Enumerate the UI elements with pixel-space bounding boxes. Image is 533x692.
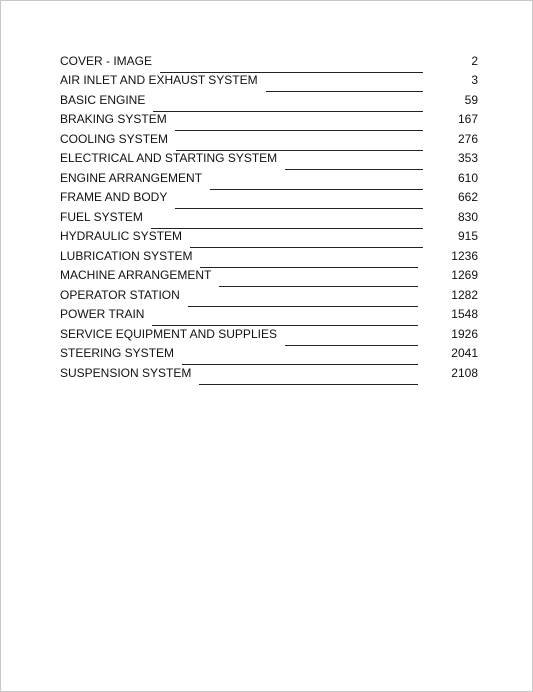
toc-leader-line: [285, 169, 423, 170]
toc-entry[interactable]: [60, 68, 478, 88]
toc-entry[interactable]: [60, 48, 478, 68]
toc-entry-page-number[interactable]: 1236: [451, 248, 478, 263]
toc-leader-line: [175, 130, 423, 131]
toc-entry-page-number[interactable]: 1282: [451, 287, 478, 302]
toc-leader-line: [182, 364, 418, 365]
toc-entry-title[interactable]: SERVICE EQUIPMENT AND SUPPLIES: [60, 326, 277, 341]
toc-leader-line: [200, 267, 418, 268]
toc-leader-line: [285, 345, 418, 346]
toc-entry-page-number[interactable]: 167: [457, 112, 478, 126]
toc-leader-line: [160, 72, 423, 73]
toc-entry-title[interactable]: STEERING SYSTEM: [60, 346, 175, 360]
toc-leader-line: [176, 150, 423, 151]
toc-leader-line: [152, 325, 418, 326]
toc-entry[interactable]: [60, 302, 478, 322]
toc-entry[interactable]: [60, 107, 478, 127]
toc-entry[interactable]: [60, 360, 478, 380]
toc-entry[interactable]: [60, 243, 478, 263]
toc-entry-title[interactable]: ELECTRICAL AND STARTING SYSTEM: [60, 151, 278, 165]
toc-entry-title[interactable]: POWER TRAIN: [60, 307, 145, 321]
toc-entry[interactable]: [60, 204, 478, 224]
toc-entry[interactable]: [60, 87, 478, 107]
toc-entry-title[interactable]: COVER - IMAGE: [60, 53, 153, 68]
toc-leader-line: [175, 208, 423, 209]
toc-entry[interactable]: [60, 263, 478, 283]
toc-entry-title[interactable]: AIR INLET AND EXHAUST SYSTEM: [60, 73, 258, 87]
toc-leader-line: [199, 384, 418, 385]
toc-entry-page-number[interactable]: 1926: [451, 326, 478, 341]
toc-leader-line: [151, 228, 423, 229]
toc-entry[interactable]: [60, 341, 478, 361]
toc-entry-page-number[interactable]: 915: [457, 229, 478, 243]
toc-entry-page-number[interactable]: 1548: [451, 307, 478, 321]
toc-leader-line: [219, 286, 418, 287]
toc-entry-title[interactable]: ENGINE ARRANGEMENT: [60, 170, 203, 185]
toc-entry-page-number[interactable]: 353: [457, 151, 478, 165]
toc-entry-page-number[interactable]: 59: [464, 92, 478, 107]
toc-entry[interactable]: [60, 146, 478, 166]
toc-entry[interactable]: [60, 126, 478, 146]
toc-leader-line: [153, 111, 423, 112]
toc-entry-page-number[interactable]: 1269: [451, 268, 478, 282]
toc-entry-title[interactable]: SUSPENSION SYSTEM: [60, 365, 192, 380]
toc-leader-line: [190, 247, 423, 248]
toc-entry[interactable]: [60, 321, 478, 341]
toc-entry-page-number[interactable]: 2041: [451, 346, 478, 360]
toc-entry-page-number[interactable]: 2108: [451, 365, 478, 380]
table-of-contents: [60, 48, 478, 380]
toc-entry-title[interactable]: OPERATOR STATION: [60, 287, 180, 302]
toc-entry-title[interactable]: HYDRAULIC SYSTEM: [60, 229, 183, 243]
toc-entry[interactable]: [60, 282, 478, 302]
toc-entry-title[interactable]: LUBRICATION SYSTEM: [60, 248, 193, 263]
toc-entry-page-number[interactable]: 2: [471, 53, 478, 68]
toc-leader-line: [266, 91, 423, 92]
toc-entry[interactable]: [60, 165, 478, 185]
toc-entry-page-number[interactable]: 276: [457, 131, 478, 146]
toc-leader-line: [210, 189, 423, 190]
toc-entry-title[interactable]: MACHINE ARRANGEMENT: [60, 268, 212, 282]
toc-entry[interactable]: [60, 224, 478, 244]
toc-entry-page-number[interactable]: 3: [471, 73, 478, 87]
toc-entry-title[interactable]: BASIC ENGINE: [60, 92, 146, 107]
toc-entry-page-number[interactable]: 610: [457, 170, 478, 185]
toc-entry-page-number[interactable]: 830: [457, 209, 478, 224]
toc-entry-title[interactable]: COOLING SYSTEM: [60, 131, 169, 146]
toc-entry-title[interactable]: BRAKING SYSTEM: [60, 112, 167, 126]
toc-entry-title[interactable]: FUEL SYSTEM: [60, 209, 143, 224]
toc-entry[interactable]: [60, 185, 478, 205]
toc-entry-title[interactable]: FRAME AND BODY: [60, 190, 168, 204]
toc-entry-page-number[interactable]: 662: [457, 190, 478, 204]
toc-leader-line: [188, 306, 419, 307]
